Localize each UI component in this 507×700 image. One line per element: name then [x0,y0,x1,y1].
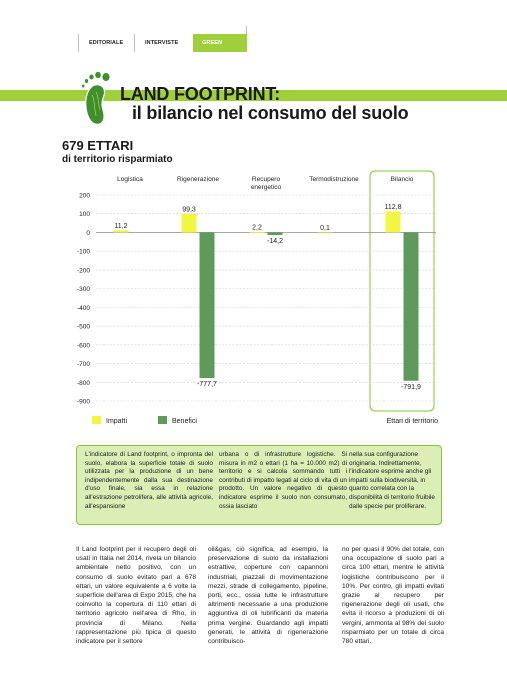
legend-label-benefici: Benefici [172,418,197,425]
impatti-bar [114,230,129,232]
y-tick-label: -400 [76,304,90,312]
benefici-bar [268,232,283,235]
y-tick-label: 0 [86,229,90,237]
body-column-1: Il Land footprint per il recupero degli oli usati in Italia nel 2014, rivela un bilancio ambientale netto positivo, con un consumo di suolo evitato pari a 678 ettari, un valore equivalente a 6 volte la superficie dell'area di Expo 2015, che ha coinvolto la copertura di 110 ettari di territorio agricolo nell'area di Rho, in provincia di Milano. Nella rappresentazione più tipica di questo indicatore per il settore [76,546,196,646]
y-tick-label: 100 [79,211,90,219]
y-tick-label: -900 [76,398,90,406]
x-axis-label: Ettari di territorio [386,418,438,425]
benefici-bar [200,232,215,378]
balance-highlight-frame [370,171,434,411]
category-label: energetico [250,184,282,191]
category-label: Logistica [117,176,143,183]
title-line-1: LAND FOOTPRINT: [120,84,280,104]
definition-column-1: L'indicatore di Land footprint, o impronta del suolo, elabora la superficie totale di suolo utilizzata per la produzione di un bene indipendentemente dalla sua destinazione d'uso finale, sia essa in relazione all'estrazione petrolifera, alle attività agricole, all'espansione [85,451,213,510]
definition-column-3: nella sua configurazione originaria. Indirettamente, l'indicatore esprime anche gli impatti sulla biodiversità, in quanto correlata con la disponibilità di territorio fruibile dalle specie per proliferare. [349,451,435,510]
nav-tab-editoriale[interactable]: EDITORIALE [78,34,134,52]
chart-heading: 679 ETTARI [62,138,134,153]
chart-subheading: di territorio risparmiato [62,154,173,165]
y-tick-label: -600 [76,342,90,350]
y-tick-label: 200 [79,192,90,200]
data-label: 11,2 [114,222,128,230]
definition-box [76,445,442,525]
y-tick-label: -500 [76,323,90,331]
y-tick-label: -800 [76,379,90,387]
legend-swatch-impatti [92,416,101,424]
bar-chart [0,168,507,438]
category-label: Rigenerazione [177,176,219,183]
definition-column-2: urbana o di infrastrutture logistiche. Si misura in m2 o ettari (1 ha = 10.000 m2) di territorio e si calcola sommando tutti i contributi di impatto legati al ciclo di vita di un prodotto. Un valore negativo di questo indicatore esprime il suolo non consumato, ossia lasciato [219,451,347,510]
category-label: Recupero [251,176,281,183]
data-label: -791,9 [401,383,421,391]
data-label: -14,2 [267,238,283,246]
impatti-bar [250,232,265,233]
y-tick-label: -100 [76,248,90,256]
nav-tab-interviste[interactable]: INTERVISTE [134,34,193,52]
data-label: -777,7 [197,381,217,389]
top-navigation [78,34,247,64]
impatti-bar [318,232,333,233]
data-label: 99,3 [182,206,196,214]
data-label: 2,2 [252,224,262,232]
category-label: Bilancio [390,176,414,183]
impatti-bar [386,211,401,232]
benefici-bar [404,232,419,380]
legend-label-impatti: Impatti [106,418,128,425]
body-column-3: no per quasi il 90% del totale, con una occupazione di suolo pari a circa 100 ettari, mentre le attività logistiche contribuiscono per il 10%. Per contro, gli impatti evitati grazie al recupero per rigenerazione degli oli usati, che evita il ricorso a produzioni di oli vergini, ammonta al 98% del suolo risparmiato per un totale di circa 780 ettari. [342,546,444,646]
legend-swatch-benefici [158,416,167,424]
nav-tab-green-report[interactable]: GREEN REPORT [193,34,247,52]
y-tick-label: -300 [76,286,90,294]
category-label: Termodistruzione [309,176,359,183]
y-tick-label: -700 [76,361,90,369]
footprint-icon [80,70,114,128]
data-label: 112,8 [384,203,402,211]
data-label: 0,1 [320,224,330,232]
body-column-2: oil&gas, ciò significa, ad esempio, la preservazione di suolo da installazioni estrattive, coperture con capannoni industriali, piazzali di movimentazione mezzi, strade di collegamento, pipeline, porti, ecc., ossia tutte le infrastrutture altrimenti necessarie a una produzione aggiuntiva di oli lubrificanti da materia prima vergine. Guardando agli impatti generati, le attività di rigenerazione contribuisco- [208,546,328,646]
title-line-2: il bilancio nel consumo del suolo [132,103,409,123]
y-tick-label: -200 [76,267,90,275]
impatti-bar [182,214,197,233]
